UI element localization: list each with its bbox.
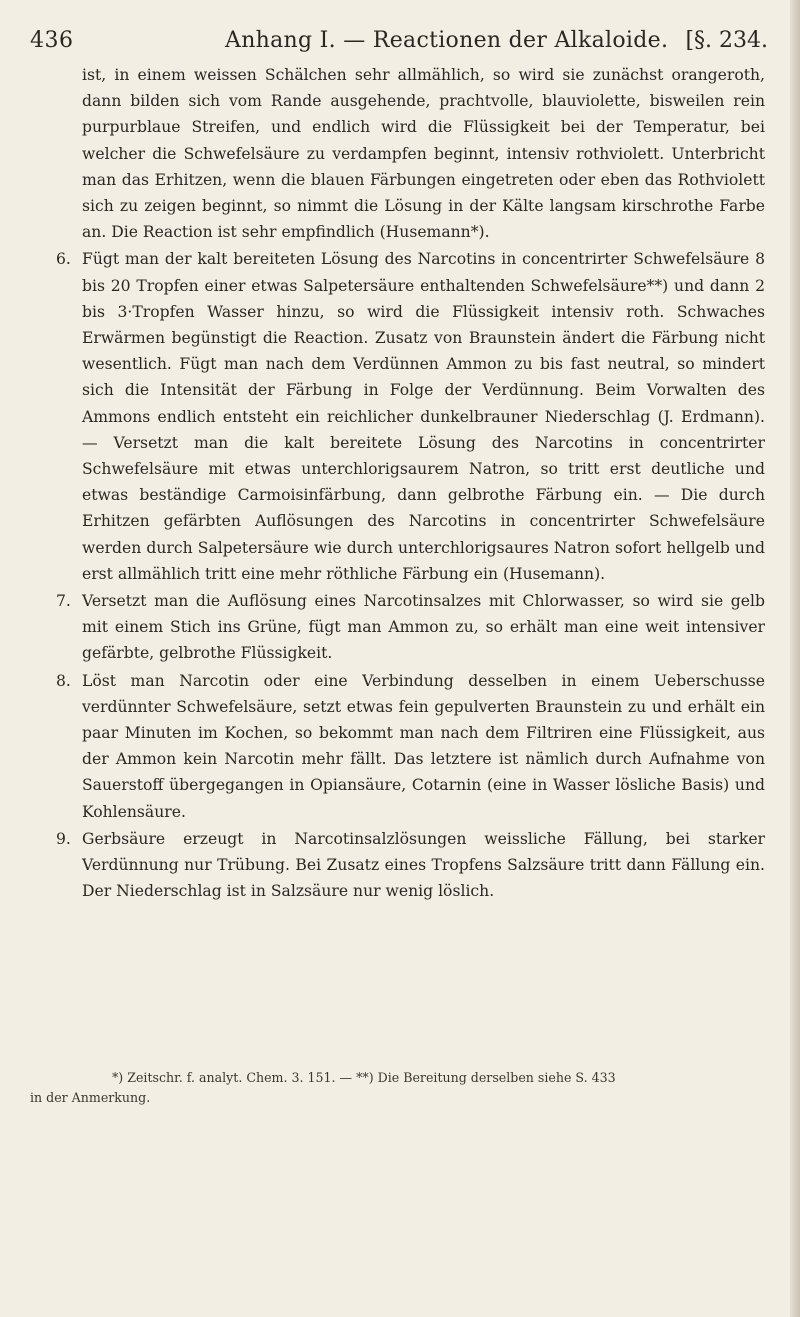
page-number: 436 (30, 28, 74, 53)
item-text: Versetzt man die Auflösung eines Narcotinsalzes mit Chlorwasser, so wird sie gelb mit einem Stich ins Grüne, fügt man Ammon zu, so erhält man eine weit intensiver gefärbte, gelbrothe Flüssigkeit. (82, 592, 765, 663)
list-item-8 (56, 668, 765, 825)
running-head (30, 28, 768, 62)
page-edge-shadow (790, 0, 800, 1317)
list-item-6 (56, 246, 765, 587)
footnote-line: in der Anmerkung. (30, 1090, 151, 1105)
running-title: Anhang I. — Reactionen der Alkaloide. (225, 28, 669, 53)
list-item-7 (56, 588, 765, 667)
item-text: Gerbsäure erzeugt in Narcotinsalzlösungen weissliche Fällung, bei starker Verdünnung nur Trübung. Bei Zusatz eines Tropfens Salzsäure tritt dann Fällung ein. Der Niederschlag ist in Salzsäure nur wenig löslich. (82, 829, 765, 901)
item-number: 9. (56, 829, 71, 848)
footnotes (30, 1068, 770, 1108)
item-number: 6. (56, 250, 71, 269)
footnote-line: *) Zeitschr. f. analyt. Chem. 3. 151. — **) Die Bereitung derselben siehe S. 433 (112, 1070, 616, 1085)
item-number: 8. (56, 671, 71, 690)
item-number: 7. (56, 592, 71, 611)
item-text: Löst man Narcotin oder eine Verbindung desselben in einem Ueberschusse verdünnter Schwefelsäure, setzt etwas fein gepulverten Braunstein zu und erhält ein paar Minuten im Kochen, so bekommt man nach dem Filtriren eine Flüssigkeit, aus der Ammon kein Narcotin mehr fällt. Das letztere ist nämlich durch Aufnahme von Sauerstoff übergegangen in Opiansäure, Cotarnin (eine in Wasser lösliche Basis) und Kohlensäure. (82, 671, 765, 821)
item-text: Fügt man der kalt bereiteten Lösung des Narcotins in concentrirter Schwefelsäure 8 bis 20 Tropfen einer etwas Salpetersäure enthaltenden Schwefelsäure**) und dann 2 bis 3·Tropfen Wasser hinzu, so wird die Flüssigkeit intensiv roth. Schwaches Erwärmen begünstigt die Reaction. Zusatz von Braunstein ändert die Färbung nicht wesentlich. Fügt man nach dem Verdünnen Ammon zu bis fast neutral, so mindert sich die Intensität der Färbung in Folge der Verdünnung. Beim Vorwalten des Ammons endlich entsteht ein reichlicher dunkelbrauner Niederschlag (J. Erdmann). — Versetzt man die kalt bereitete Lösung des Narcotins in concentrirter Schwefelsäure mit etwas unterchlorigsaurem Natron, so tritt erst deutliche und etwas beständige Carmoisinfärbung, dann gelbrothe Färbung ein. — Die durch Erhitzen gefärbten Auflösungen des Narcotins in concentrirter Schwefelsäure werden durch Salpetersäure wie durch unterchlorigsaures Natron sofort hellgelb und erst allmählich tritt eine mehr röthliche Färbung ein (Husemann). (82, 250, 765, 583)
body-text (56, 62, 765, 905)
section-mark: [§. 234. (685, 28, 768, 53)
list-item-9 (56, 826, 765, 905)
intro-paragraph: ist, in einem weissen Schälchen sehr allmählich, so wird sie zunächst orangeroth, dann bilden sich vom Rande ausgehende, prachtvolle, blauviolette, bisweilen rein purpurblaue Streifen, und endlich wird die Flüssigkeit bei der Temperatur, bei welcher die Schwefelsäure zu verdampfen beginnt, intensiv rothviolett. Unterbricht man das Erhitzen, wenn die blauen Färbungen eingetreten oder eben das Rothviolett sich zu zeigen beginnt, so nimmt die Lösung in der Kälte langsam kirschrothe Farbe an. Die Reaction ist sehr empfindlich (Husemann*). (82, 66, 765, 242)
